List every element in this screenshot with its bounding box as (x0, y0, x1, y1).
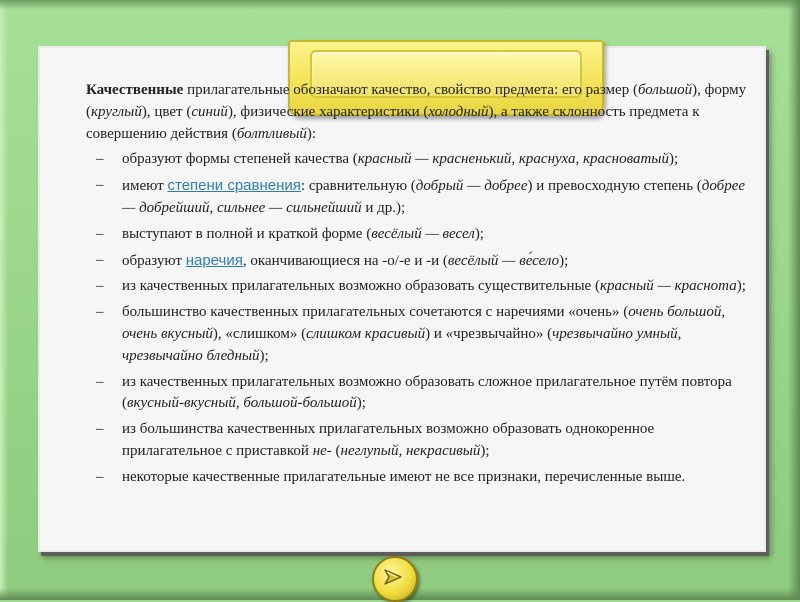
example: добрый — добрее (415, 178, 528, 195)
list-item (86, 250, 754, 273)
example: неглупый, некрасивый (340, 442, 481, 459)
example: круглый (91, 103, 142, 120)
item-text: образуют формы степеней качества ( (122, 151, 358, 168)
example: вкусный-вкусный, большой-большой (127, 395, 357, 412)
item-text: некоторые качественные прилагательные имеют не все признаки, перечисленные выше. (122, 468, 686, 485)
intro-text: ), физические характеристики ( (227, 103, 429, 120)
list-item (86, 224, 754, 246)
item-text: большинство качественных прилагательных сочетаются с наречиями «очень» ( (122, 304, 629, 321)
frame-edge-top (0, 0, 800, 10)
intro-text: прилагательные обозначают качество, свойство предмета: его размер ( (183, 82, 638, 98)
frame-edge-right (788, 0, 800, 600)
list-item (86, 419, 754, 463)
example: весёлый — ве́село (447, 252, 560, 269)
item-text: образуют (122, 252, 186, 269)
list-item (86, 149, 754, 171)
next-slide-button[interactable] (372, 556, 418, 602)
item-text: ) и «чрезвычайно» ( (425, 325, 553, 342)
intro-text: ), форму ( (86, 82, 747, 120)
link-degrees-of-comparison[interactable]: степени сравнения (167, 177, 301, 195)
arrow-right-icon (381, 565, 405, 589)
item-text: ); (474, 225, 484, 242)
item-text: выступают в полной и краткой форме ( (122, 225, 372, 242)
example: большой (637, 82, 693, 98)
item-text: , оканчивающиеся на -о/-е и -и ( (242, 252, 448, 269)
item-text: из большинства качественных прилагательных возможно образовать однокоренное прилагательное с приставкой (122, 421, 655, 459)
example: синий (191, 103, 228, 120)
item-text: ); (356, 395, 366, 412)
frame-edge-light (0, 0, 8, 600)
item-text: : сравнительную ( (300, 178, 416, 195)
list-item (86, 467, 754, 489)
dash-bullet: – (96, 251, 104, 268)
item-text: ( (331, 442, 341, 459)
example: красный — красненький, краснуха, красноватый (357, 151, 669, 168)
item-text: и др.); (361, 199, 406, 216)
intro-text: ), цвет ( (141, 103, 192, 120)
intro-text: ), а также склонность предмета к совершению действия ( (86, 103, 700, 142)
dash-bullet: – (96, 468, 104, 485)
dash-bullet: – (96, 225, 104, 242)
item-text: имеют (122, 178, 168, 195)
term-heading: Качественные (86, 82, 184, 98)
dash-bullet: – (96, 151, 104, 168)
dash-bullet: – (96, 373, 104, 390)
dash-bullet: – (96, 278, 104, 295)
example: чрезвычайно умный, чрезвычайно бледный (122, 325, 682, 364)
example: холодный (428, 103, 489, 120)
example: слишком красивый (306, 325, 426, 342)
slide-text (86, 80, 754, 493)
item-text: ); (480, 442, 490, 459)
list-item (86, 175, 754, 220)
link-adverbs[interactable]: наречия (185, 251, 243, 269)
example: очень большой, очень вкусный (122, 304, 726, 342)
intro-paragraph (86, 80, 754, 145)
item-text: ) и превосходную степень ( (527, 178, 702, 195)
item-text: ); (736, 278, 746, 295)
intro-text: ): (306, 125, 317, 142)
property-list (86, 149, 754, 488)
item-text: ), «слишком» ( (212, 325, 307, 342)
item-text: из качественных прилагательных возможно образовать существительные ( (122, 278, 600, 295)
item-text: из качественных прилагательных возможно образовать сложное прилагательное путём повтора ( (122, 373, 732, 412)
example: болтливый (236, 125, 307, 142)
list-item (86, 372, 754, 416)
example: весёлый — весел (371, 225, 475, 242)
example: не- (312, 442, 332, 459)
dash-bullet: – (96, 177, 104, 194)
list-item (86, 302, 754, 367)
example: добрее — добрейший, сильнее — сильнейший (122, 178, 746, 216)
dash-bullet: – (96, 304, 104, 321)
dash-bullet: – (96, 421, 104, 438)
item-text: ); (668, 151, 679, 168)
item-text: ); (259, 347, 269, 364)
item-text: ); (559, 252, 569, 269)
list-item (86, 276, 754, 298)
example: красный — краснота (599, 278, 737, 295)
